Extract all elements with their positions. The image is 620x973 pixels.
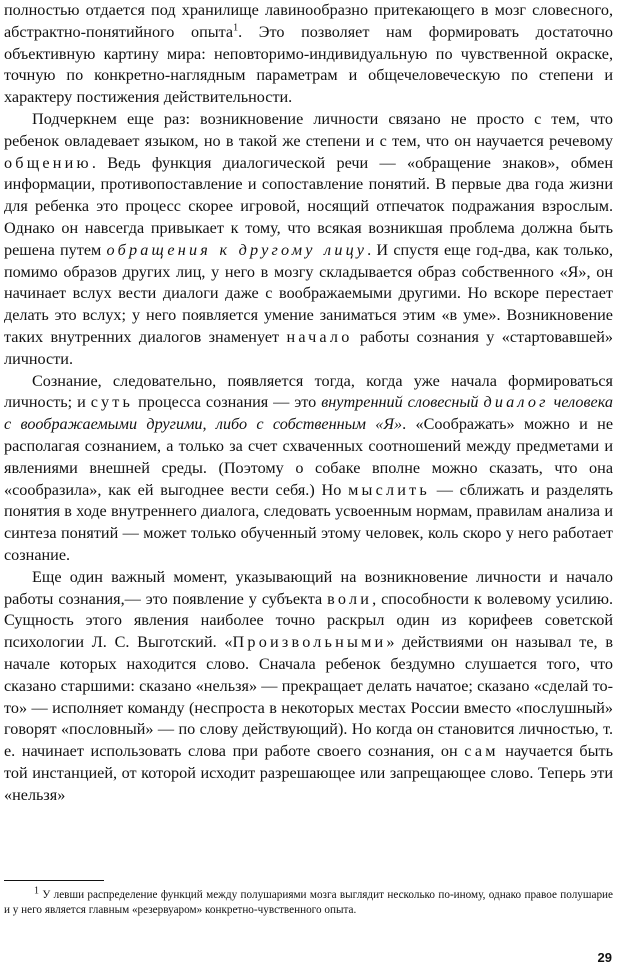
spaced-emphasis: воли <box>327 589 373 608</box>
footnote-divider <box>4 880 104 881</box>
paragraph-3 <box>4 371 613 567</box>
paragraph-4 <box>4 567 613 807</box>
italic-emphasis: обращения к другому лицу <box>106 240 368 259</box>
spaced-emphasis: суть <box>90 393 134 412</box>
italic-emphasis: внутренний словесный <box>321 393 484 412</box>
paragraph-2 <box>4 109 613 371</box>
text-run: . Это позволяет нам формировать достаточно объективную картину мира: неповторимо-индивидуальную по чувственной окраске, точную по конкретно-наглядным параметрам и общечеловеческую по степени и характеру постижения действительности. <box>4 22 613 107</box>
spaced-emphasis: сам <box>464 742 499 761</box>
spaced-emphasis: начало <box>286 327 353 346</box>
text-run: . «Соображать» можно и не располагая сознанием, а только за счет схваченных соотношений между предметами и явлениями внешней среды. (Поэтому о собаке вполне можно сказать, что она «сообразила», как ей выгоднее вести себя.) Но <box>4 415 613 499</box>
text-run: — сближать и разделять понятия в ходе внутреннего диалога, следовать усвоенным нормам, правилам анализа и синтеза понятий — может только обученный этому человек, коль скоро у него работает сознание. <box>4 480 614 564</box>
main-text <box>4 0 613 806</box>
footnote-reference: 1 <box>233 22 239 34</box>
text-run: Еще один важный момент, указывающий на возникновение личности и начало работы сознания,— это появление у субъекта <box>4 567 613 608</box>
spaced-emphasis: Произвольными <box>232 633 387 652</box>
footnote-text: У левши распределение функций между полушариями мозга выглядит несколько по-иному, однако правое полушарие и у него является главным «резервуаром» конкретно-чувственного опыта. <box>4 889 613 917</box>
text-run: научается быть той инстанцией, от которой исходит разрешающее или запрещающее слово. Теперь эти «нельзя» <box>4 742 613 804</box>
text-run: » действиями он называл те, в начале которых находится слово. Сначала ребенок бездумно слушается того, что сказано старшими: сказано «нельзя» — прекращает делать начатое; сказано «сделай то-то» — исполняет команду (неспроста в некоторых местах России вместо «послушный» говорят «пословный» — по слову действующий). Но когда он становится личностью, т. е. начинает использовать слова при работе своего сознания, он <box>4 633 613 761</box>
footnote-mark: 1 <box>34 885 39 897</box>
italic-emphasis: человека с воображаемыми другими, либо с собственным «Я» <box>4 393 614 434</box>
italic-spaced-emphasis: диалог <box>483 393 549 412</box>
text-run: работы сознания у «стартовавшей» личности. <box>4 327 613 368</box>
text-run: процесса сознания — это <box>133 393 322 412</box>
text-run: , способности к волевому усилию. Сущность этого явления наиболее точно раскрыл один из корифеев советской психологии Л. С. Выготский. « <box>4 589 613 652</box>
page-number: 29 <box>597 950 612 965</box>
footnote <box>4 885 613 919</box>
text-run: . И спустя еще год-два, как только, помимо образов других лиц, у него в мозгу складывается образ собственного «Я», он начинает вслух вести диалоги даже с воображаемыми другими. Но вскоре перестает делать это вслух; у него появляется умение заниматься этим «в уме». Возникновение таких внутренних диалогов знаменует <box>4 240 614 346</box>
spaced-emphasis: мыслить <box>348 480 430 499</box>
paragraph-1 <box>4 0 613 109</box>
spaced-emphasis: общению <box>4 153 92 172</box>
text-run: . Ведь функция диалогической речи — «обращение знаков», обмен информации, противопоставление и сопоставление понятий. В первые два года жизни для ребенка это процесс скорее игровой, носящий отпечаток подражания взрослым. Однако он навсегда привыкает к тому, что всякая возникшая проблема должна быть решена путем <box>4 153 613 259</box>
text-run: Подчеркнем еще раз: возникновение личности связано не просто с тем, что ребенок овладевает языком, но в такой же степени и с тем, что он научается речевому <box>4 109 613 150</box>
text-run: Сознание, следовательно, появляется тогда, когда уже начала формироваться личность; и <box>4 371 613 412</box>
text-run: полностью отдается под хранилище лавинообразно притекающего в мозг словесного, абстрактно-понятийного опыта <box>4 1 613 41</box>
